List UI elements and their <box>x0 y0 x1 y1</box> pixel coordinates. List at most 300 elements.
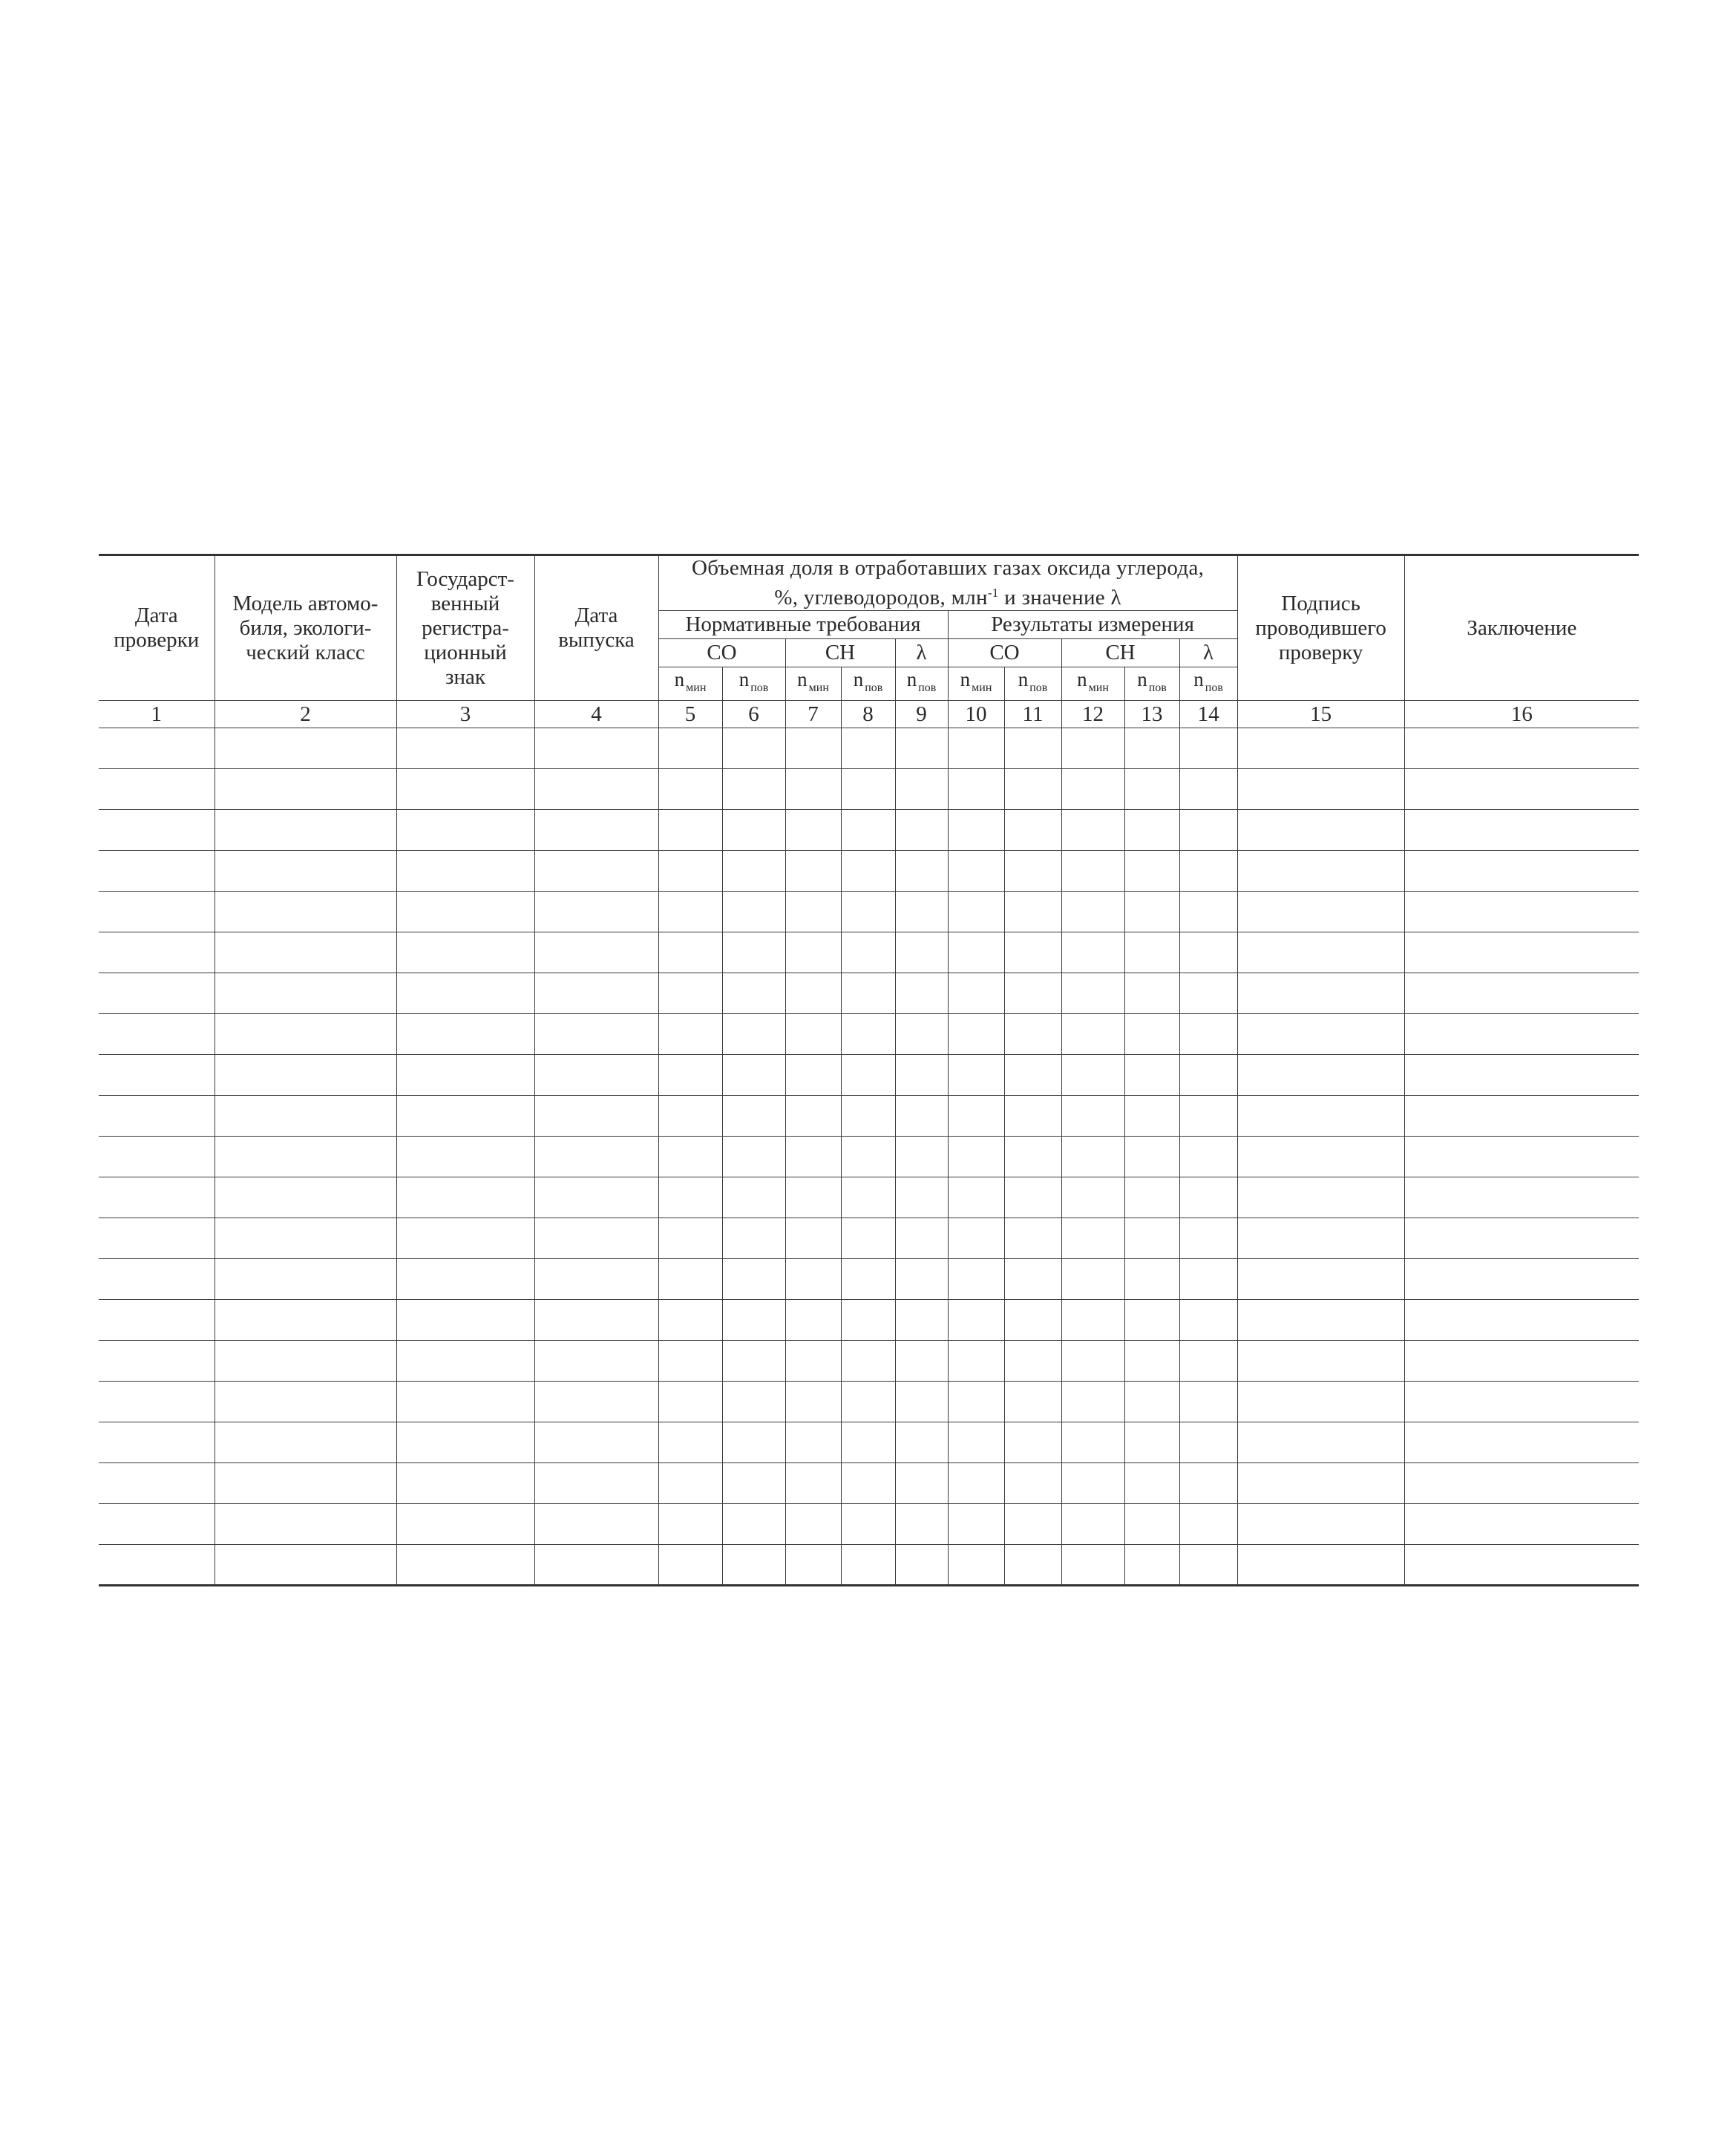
table-cell[interactable] <box>1404 1177 1639 1218</box>
table-cell[interactable] <box>396 851 534 892</box>
table-cell[interactable] <box>722 1545 785 1586</box>
table-cell[interactable] <box>1004 932 1061 973</box>
table-cell[interactable] <box>658 1055 722 1096</box>
table-cell[interactable] <box>1179 973 1237 1014</box>
table-cell[interactable] <box>841 1382 895 1422</box>
table-cell[interactable] <box>396 1014 534 1055</box>
table-cell[interactable] <box>99 1422 214 1463</box>
table-cell[interactable] <box>785 1545 841 1586</box>
table-cell[interactable] <box>1404 728 1639 769</box>
table-cell[interactable] <box>658 851 722 892</box>
table-cell[interactable] <box>214 1259 396 1300</box>
table-cell[interactable] <box>99 1218 214 1259</box>
table-cell[interactable] <box>948 1463 1004 1504</box>
table-cell[interactable] <box>785 1341 841 1382</box>
table-cell[interactable] <box>722 1014 785 1055</box>
table-cell[interactable] <box>1124 932 1179 973</box>
table-cell[interactable] <box>658 892 722 932</box>
table-cell[interactable] <box>658 1504 722 1545</box>
table-cell[interactable] <box>1124 851 1179 892</box>
table-cell[interactable] <box>895 1545 948 1586</box>
table-cell[interactable] <box>948 728 1004 769</box>
table-cell[interactable] <box>99 1259 214 1300</box>
table-cell[interactable] <box>1179 728 1237 769</box>
table-cell[interactable] <box>1237 1014 1404 1055</box>
table-cell[interactable] <box>534 1096 658 1137</box>
table-cell[interactable] <box>534 1055 658 1096</box>
table-cell[interactable] <box>214 1545 396 1586</box>
table-cell[interactable] <box>214 1504 396 1545</box>
table-cell[interactable] <box>841 1504 895 1545</box>
table-cell[interactable] <box>1004 851 1061 892</box>
table-cell[interactable] <box>895 1014 948 1055</box>
table-cell[interactable] <box>534 1137 658 1177</box>
table-cell[interactable] <box>396 1096 534 1137</box>
table-cell[interactable] <box>785 851 841 892</box>
table-cell[interactable] <box>1004 1382 1061 1422</box>
table-cell[interactable] <box>1237 932 1404 973</box>
table-cell[interactable] <box>1004 973 1061 1014</box>
table-cell[interactable] <box>1404 1341 1639 1382</box>
table-cell[interactable] <box>1124 728 1179 769</box>
table-cell[interactable] <box>1179 1218 1237 1259</box>
table-cell[interactable] <box>1004 1014 1061 1055</box>
table-cell[interactable] <box>1061 810 1124 851</box>
table-cell[interactable] <box>99 1137 214 1177</box>
table-cell[interactable] <box>1404 1259 1639 1300</box>
table-cell[interactable] <box>895 1382 948 1422</box>
table-cell[interactable] <box>1061 1504 1124 1545</box>
table-cell[interactable] <box>895 728 948 769</box>
table-cell[interactable] <box>1404 1218 1639 1259</box>
table-cell[interactable] <box>99 1341 214 1382</box>
table-cell[interactable] <box>1004 1504 1061 1545</box>
table-cell[interactable] <box>396 769 534 810</box>
table-cell[interactable] <box>785 1422 841 1463</box>
table-cell[interactable] <box>534 1382 658 1422</box>
table-cell[interactable] <box>1124 1300 1179 1341</box>
table-cell[interactable] <box>1061 973 1124 1014</box>
table-cell[interactable] <box>534 769 658 810</box>
table-cell[interactable] <box>1179 851 1237 892</box>
table-cell[interactable] <box>534 973 658 1014</box>
table-cell[interactable] <box>895 1504 948 1545</box>
table-cell[interactable] <box>99 932 214 973</box>
table-cell[interactable] <box>1237 973 1404 1014</box>
table-cell[interactable] <box>658 1014 722 1055</box>
table-cell[interactable] <box>895 932 948 973</box>
table-cell[interactable] <box>1237 1259 1404 1300</box>
table-cell[interactable] <box>658 1218 722 1259</box>
table-cell[interactable] <box>1237 1463 1404 1504</box>
table-cell[interactable] <box>1237 1055 1404 1096</box>
table-cell[interactable] <box>948 1177 1004 1218</box>
table-cell[interactable] <box>658 1545 722 1586</box>
table-cell[interactable] <box>1004 1137 1061 1177</box>
table-cell[interactable] <box>658 1463 722 1504</box>
table-cell[interactable] <box>841 892 895 932</box>
table-cell[interactable] <box>722 973 785 1014</box>
table-cell[interactable] <box>658 1300 722 1341</box>
table-cell[interactable] <box>396 932 534 973</box>
table-cell[interactable] <box>785 932 841 973</box>
table-cell[interactable] <box>785 973 841 1014</box>
table-cell[interactable] <box>785 1055 841 1096</box>
table-cell[interactable] <box>841 1422 895 1463</box>
table-cell[interactable] <box>1404 1463 1639 1504</box>
table-cell[interactable] <box>895 851 948 892</box>
table-cell[interactable] <box>841 1300 895 1341</box>
table-cell[interactable] <box>214 1177 396 1218</box>
table-cell[interactable] <box>1004 1218 1061 1259</box>
table-cell[interactable] <box>895 892 948 932</box>
table-cell[interactable] <box>534 1463 658 1504</box>
table-cell[interactable] <box>534 892 658 932</box>
table-cell[interactable] <box>1061 1055 1124 1096</box>
table-cell[interactable] <box>1404 973 1639 1014</box>
table-cell[interactable] <box>722 1259 785 1300</box>
table-cell[interactable] <box>658 1382 722 1422</box>
table-cell[interactable] <box>1061 1422 1124 1463</box>
table-cell[interactable] <box>99 1096 214 1137</box>
table-cell[interactable] <box>214 1382 396 1422</box>
table-cell[interactable] <box>1124 1504 1179 1545</box>
table-cell[interactable] <box>1237 1218 1404 1259</box>
table-cell[interactable] <box>1061 892 1124 932</box>
table-cell[interactable] <box>214 1014 396 1055</box>
table-cell[interactable] <box>841 1545 895 1586</box>
table-cell[interactable] <box>214 1463 396 1504</box>
table-cell[interactable] <box>99 769 214 810</box>
table-cell[interactable] <box>396 1341 534 1382</box>
table-cell[interactable] <box>841 1096 895 1137</box>
table-cell[interactable] <box>1004 1259 1061 1300</box>
table-cell[interactable] <box>785 1218 841 1259</box>
table-cell[interactable] <box>1237 1504 1404 1545</box>
table-cell[interactable] <box>1179 892 1237 932</box>
table-cell[interactable] <box>396 1177 534 1218</box>
table-cell[interactable] <box>948 851 1004 892</box>
table-cell[interactable] <box>948 1218 1004 1259</box>
table-cell[interactable] <box>841 1463 895 1504</box>
table-cell[interactable] <box>785 728 841 769</box>
table-cell[interactable] <box>396 810 534 851</box>
table-cell[interactable] <box>722 810 785 851</box>
table-cell[interactable] <box>214 851 396 892</box>
table-cell[interactable] <box>1061 851 1124 892</box>
table-cell[interactable] <box>658 1259 722 1300</box>
table-cell[interactable] <box>1124 1259 1179 1300</box>
table-cell[interactable] <box>1004 1055 1061 1096</box>
table-cell[interactable] <box>841 851 895 892</box>
table-cell[interactable] <box>1404 932 1639 973</box>
table-cell[interactable] <box>1237 1382 1404 1422</box>
table-cell[interactable] <box>658 1096 722 1137</box>
table-cell[interactable] <box>396 1422 534 1463</box>
table-cell[interactable] <box>1404 1382 1639 1422</box>
table-cell[interactable] <box>1404 1300 1639 1341</box>
table-cell[interactable] <box>1404 810 1639 851</box>
table-cell[interactable] <box>841 769 895 810</box>
table-cell[interactable] <box>534 1504 658 1545</box>
table-cell[interactable] <box>948 769 1004 810</box>
table-cell[interactable] <box>1404 1137 1639 1177</box>
table-cell[interactable] <box>1404 851 1639 892</box>
table-cell[interactable] <box>1124 1463 1179 1504</box>
table-cell[interactable] <box>1061 932 1124 973</box>
table-cell[interactable] <box>1237 1545 1404 1586</box>
table-cell[interactable] <box>1237 851 1404 892</box>
table-cell[interactable] <box>658 1341 722 1382</box>
table-cell[interactable] <box>1237 1137 1404 1177</box>
table-cell[interactable] <box>785 1463 841 1504</box>
table-cell[interactable] <box>214 973 396 1014</box>
table-cell[interactable] <box>1404 1422 1639 1463</box>
table-cell[interactable] <box>1404 1504 1639 1545</box>
table-cell[interactable] <box>722 1137 785 1177</box>
table-cell[interactable] <box>1061 769 1124 810</box>
table-cell[interactable] <box>534 1300 658 1341</box>
table-cell[interactable] <box>1061 1463 1124 1504</box>
table-cell[interactable] <box>1237 728 1404 769</box>
table-cell[interactable] <box>785 1177 841 1218</box>
table-cell[interactable] <box>948 1137 1004 1177</box>
table-cell[interactable] <box>1061 1545 1124 1586</box>
table-cell[interactable] <box>895 810 948 851</box>
table-cell[interactable] <box>948 1545 1004 1586</box>
table-cell[interactable] <box>948 1300 1004 1341</box>
table-cell[interactable] <box>534 728 658 769</box>
table-cell[interactable] <box>396 973 534 1014</box>
table-cell[interactable] <box>785 1014 841 1055</box>
table-cell[interactable] <box>895 1300 948 1341</box>
table-cell[interactable] <box>1004 810 1061 851</box>
table-cell[interactable] <box>895 973 948 1014</box>
table-cell[interactable] <box>948 1259 1004 1300</box>
table-cell[interactable] <box>1004 1545 1061 1586</box>
table-cell[interactable] <box>1237 1341 1404 1382</box>
table-cell[interactable] <box>658 973 722 1014</box>
table-cell[interactable] <box>1124 1177 1179 1218</box>
table-cell[interactable] <box>785 1504 841 1545</box>
table-cell[interactable] <box>1237 1422 1404 1463</box>
table-cell[interactable] <box>1124 1218 1179 1259</box>
table-cell[interactable] <box>99 892 214 932</box>
table-cell[interactable] <box>1404 1055 1639 1096</box>
table-cell[interactable] <box>1179 1463 1237 1504</box>
table-cell[interactable] <box>1124 769 1179 810</box>
table-cell[interactable] <box>1004 1300 1061 1341</box>
table-cell[interactable] <box>785 892 841 932</box>
table-cell[interactable] <box>841 810 895 851</box>
table-cell[interactable] <box>99 1177 214 1218</box>
table-cell[interactable] <box>214 1300 396 1341</box>
table-cell[interactable] <box>1124 1137 1179 1177</box>
table-cell[interactable] <box>534 1422 658 1463</box>
table-cell[interactable] <box>1061 728 1124 769</box>
table-cell[interactable] <box>948 1382 1004 1422</box>
table-cell[interactable] <box>948 892 1004 932</box>
table-cell[interactable] <box>396 1259 534 1300</box>
table-cell[interactable] <box>722 1422 785 1463</box>
table-cell[interactable] <box>658 932 722 973</box>
table-cell[interactable] <box>841 728 895 769</box>
table-cell[interactable] <box>658 1422 722 1463</box>
table-cell[interactable] <box>948 1014 1004 1055</box>
table-cell[interactable] <box>1061 1218 1124 1259</box>
table-cell[interactable] <box>658 1177 722 1218</box>
table-cell[interactable] <box>1061 1177 1124 1218</box>
table-cell[interactable] <box>895 1341 948 1382</box>
table-cell[interactable] <box>841 932 895 973</box>
table-cell[interactable] <box>1061 1382 1124 1422</box>
table-cell[interactable] <box>722 1341 785 1382</box>
table-cell[interactable] <box>841 1218 895 1259</box>
table-cell[interactable] <box>1179 769 1237 810</box>
table-cell[interactable] <box>722 892 785 932</box>
table-cell[interactable] <box>99 728 214 769</box>
table-cell[interactable] <box>396 1382 534 1422</box>
table-cell[interactable] <box>948 1096 1004 1137</box>
table-cell[interactable] <box>785 1137 841 1177</box>
table-cell[interactable] <box>396 1463 534 1504</box>
table-cell[interactable] <box>1004 1422 1061 1463</box>
table-cell[interactable] <box>214 1218 396 1259</box>
table-cell[interactable] <box>785 769 841 810</box>
table-cell[interactable] <box>99 1545 214 1586</box>
table-cell[interactable] <box>1404 1096 1639 1137</box>
table-cell[interactable] <box>1124 1341 1179 1382</box>
table-cell[interactable] <box>1061 1300 1124 1341</box>
table-cell[interactable] <box>396 1300 534 1341</box>
table-cell[interactable] <box>1237 1177 1404 1218</box>
table-cell[interactable] <box>658 810 722 851</box>
table-cell[interactable] <box>214 1341 396 1382</box>
table-cell[interactable] <box>841 973 895 1014</box>
table-cell[interactable] <box>1124 1382 1179 1422</box>
table-cell[interactable] <box>396 1504 534 1545</box>
table-cell[interactable] <box>1179 1300 1237 1341</box>
table-cell[interactable] <box>722 1177 785 1218</box>
table-cell[interactable] <box>396 1137 534 1177</box>
table-cell[interactable] <box>534 1177 658 1218</box>
table-cell[interactable] <box>1004 1177 1061 1218</box>
table-cell[interactable] <box>99 851 214 892</box>
table-cell[interactable] <box>1004 728 1061 769</box>
table-cell[interactable] <box>1179 1177 1237 1218</box>
table-cell[interactable] <box>1004 769 1061 810</box>
table-cell[interactable] <box>841 1259 895 1300</box>
table-cell[interactable] <box>948 810 1004 851</box>
table-cell[interactable] <box>99 1300 214 1341</box>
table-cell[interactable] <box>1124 1055 1179 1096</box>
table-cell[interactable] <box>214 1137 396 1177</box>
table-cell[interactable] <box>1124 892 1179 932</box>
table-cell[interactable] <box>396 1218 534 1259</box>
table-cell[interactable] <box>99 1463 214 1504</box>
table-cell[interactable] <box>1237 892 1404 932</box>
table-cell[interactable] <box>1124 1096 1179 1137</box>
table-cell[interactable] <box>722 851 785 892</box>
table-cell[interactable] <box>99 1504 214 1545</box>
table-cell[interactable] <box>722 1218 785 1259</box>
table-cell[interactable] <box>841 1341 895 1382</box>
table-cell[interactable] <box>1179 1422 1237 1463</box>
table-cell[interactable] <box>534 851 658 892</box>
table-cell[interactable] <box>214 892 396 932</box>
table-cell[interactable] <box>895 1096 948 1137</box>
table-cell[interactable] <box>1237 810 1404 851</box>
table-cell[interactable] <box>785 1300 841 1341</box>
table-cell[interactable] <box>534 932 658 973</box>
table-cell[interactable] <box>534 1545 658 1586</box>
table-cell[interactable] <box>1179 1259 1237 1300</box>
table-cell[interactable] <box>722 1300 785 1341</box>
table-cell[interactable] <box>948 1422 1004 1463</box>
table-cell[interactable] <box>214 1422 396 1463</box>
table-cell[interactable] <box>99 1382 214 1422</box>
table-cell[interactable] <box>396 1545 534 1586</box>
table-cell[interactable] <box>841 1137 895 1177</box>
table-cell[interactable] <box>895 1137 948 1177</box>
table-cell[interactable] <box>1124 1422 1179 1463</box>
table-cell[interactable] <box>895 1177 948 1218</box>
table-cell[interactable] <box>895 1259 948 1300</box>
table-cell[interactable] <box>1004 1341 1061 1382</box>
table-cell[interactable] <box>1124 1545 1179 1586</box>
table-cell[interactable] <box>785 1096 841 1137</box>
table-cell[interactable] <box>948 1504 1004 1545</box>
table-cell[interactable] <box>1061 1259 1124 1300</box>
table-cell[interactable] <box>722 932 785 973</box>
table-cell[interactable] <box>785 1259 841 1300</box>
table-cell[interactable] <box>214 932 396 973</box>
table-cell[interactable] <box>1004 1463 1061 1504</box>
table-cell[interactable] <box>895 1218 948 1259</box>
table-cell[interactable] <box>1179 1545 1237 1586</box>
table-cell[interactable] <box>658 728 722 769</box>
table-cell[interactable] <box>534 1259 658 1300</box>
table-cell[interactable] <box>1179 1137 1237 1177</box>
table-cell[interactable] <box>1404 769 1639 810</box>
table-cell[interactable] <box>99 1055 214 1096</box>
table-cell[interactable] <box>895 769 948 810</box>
table-cell[interactable] <box>1004 892 1061 932</box>
table-cell[interactable] <box>1179 1096 1237 1137</box>
table-cell[interactable] <box>722 1504 785 1545</box>
table-cell[interactable] <box>722 1463 785 1504</box>
table-cell[interactable] <box>658 1137 722 1177</box>
table-cell[interactable] <box>1061 1014 1124 1055</box>
table-cell[interactable] <box>534 1218 658 1259</box>
table-cell[interactable] <box>1061 1096 1124 1137</box>
table-cell[interactable] <box>99 810 214 851</box>
table-cell[interactable] <box>1404 1014 1639 1055</box>
table-cell[interactable] <box>1179 1055 1237 1096</box>
table-cell[interactable] <box>1179 1014 1237 1055</box>
table-cell[interactable] <box>722 1096 785 1137</box>
table-cell[interactable] <box>1179 1382 1237 1422</box>
table-cell[interactable] <box>722 1055 785 1096</box>
table-cell[interactable] <box>1404 892 1639 932</box>
table-cell[interactable] <box>895 1422 948 1463</box>
table-cell[interactable] <box>895 1463 948 1504</box>
table-cell[interactable] <box>722 1382 785 1422</box>
table-cell[interactable] <box>1179 932 1237 973</box>
table-cell[interactable] <box>948 1341 1004 1382</box>
table-cell[interactable] <box>1124 1014 1179 1055</box>
table-cell[interactable] <box>99 1014 214 1055</box>
